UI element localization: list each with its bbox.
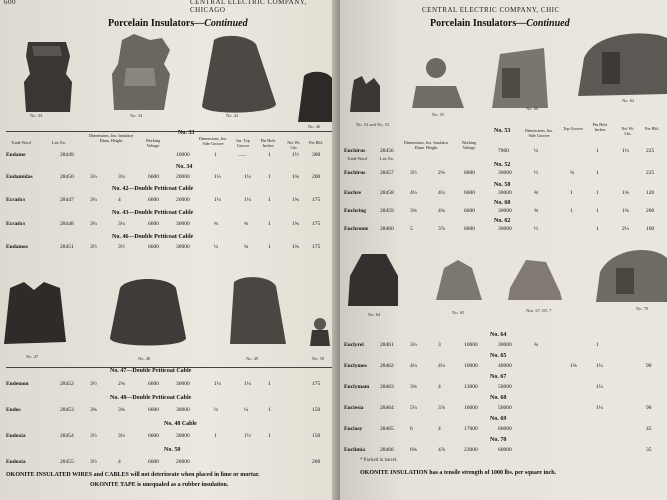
table-row: Euchrome 28460 5 3⅞ 6600 30000 ½ 1 2¼ 100 <box>344 226 655 232</box>
col-side-groove: Dimensions, Ins. Side Groove <box>198 136 228 146</box>
caption-no-49: No. 49 <box>246 356 259 361</box>
col-top-groove: Ins. Top Groove <box>236 138 250 148</box>
model-heading: No. 53 <box>494 128 511 134</box>
col-per-bbl: Per Bbl. <box>309 140 323 145</box>
table-row: Eudamos 28451 3½ 3½ 6600 30000 ¼ ¾ 1 1¾ 175 <box>6 244 321 250</box>
table-row: Euchring 28459 3¾ 4¾ 6600 30000 ⅝ 1 1 1¾ 200 <box>344 208 655 214</box>
insulator-60-image <box>492 48 548 108</box>
model-heading: No. 43—Double Petticoat Cable <box>112 210 194 216</box>
insulator-34-image <box>112 34 170 110</box>
col-side-groove: Dimensions, Ins. Side Groove <box>524 128 554 138</box>
col-working-voltage: Working Voltage <box>145 138 161 148</box>
table-row: Euclymos 28462 4¼ 4¼ 10000 40000 1¾ 1¼ 90 <box>344 363 652 369</box>
insulator-50-image <box>310 318 330 346</box>
table-row: Eudame 28449 10000 1 ...... 1 1½ 300 <box>6 152 321 158</box>
caption-no-70: No. 70 <box>636 306 649 311</box>
footer-note: OKONITE TAPE is unequaled as a rubber insulation. <box>90 482 229 488</box>
col-pin-hole: Pin Hole Inches <box>592 122 608 132</box>
caption-no-62: No. 62 <box>622 98 635 103</box>
col-dimensions: Dimensions, Ins. Insulator Diam. Height <box>88 133 134 143</box>
table-row: Euclesia 28464 5¼ 3⅞ 16000 50000 1¼ 96 <box>344 405 652 411</box>
col-net-wt: Net Wt. Lbs. <box>621 126 635 136</box>
caption-no-65: No. 65 <box>452 310 465 315</box>
caption-no-33: No. 33 <box>30 113 43 118</box>
table-row: Euchirus 28456 7000 ¼ 1 1¼ 225 <box>344 148 655 154</box>
model-heading: No. 69 <box>490 416 507 422</box>
model-heading: No. 47—Double Petticoat Cable <box>110 368 192 374</box>
table-row: Euclimia 28466 6¾ 4⅞ 23000 60000 35 <box>344 447 652 453</box>
page-header: CENTRAL ELECTRIC COMPANY, CHICAGO <box>190 0 307 14</box>
table-row: Eudoxia 28455 3½ 4 6600 20000 200 <box>6 459 321 465</box>
caption-no-52-53: No. 52 and No. 53 <box>356 122 390 127</box>
col-top-groove: Top Groove <box>562 126 584 131</box>
table-row: Eudos 28453 3¾ 3¾ 6600 30000 ¼ ¼ 1 150 <box>6 407 321 413</box>
caption-no-47: No. 47 <box>26 354 39 359</box>
insulator-33-image <box>24 42 72 112</box>
col-trade-word: Trade Word <box>11 140 31 145</box>
table-row: Euchre 28458 4¼ 4¼ 6600 30000 ⅝ 1 1 1¾ 120 <box>344 190 655 196</box>
divider <box>6 131 332 132</box>
col-dimensions: Dimensions, Ins. Insulator Diam. Height <box>403 140 449 150</box>
model-heading: No. 68 <box>490 395 507 401</box>
insulator-49-image <box>230 277 286 344</box>
insulator-42-image <box>202 36 276 113</box>
model-heading: No. 65 <box>490 353 507 359</box>
model-heading: No. 50 <box>164 447 181 453</box>
table-row: Eudemon 28452 3½ 2¾ 6600 30000 1¼ 1¼ 1 175 <box>6 381 321 387</box>
model-heading: No. 60 <box>494 200 511 206</box>
table-row: Euclasy 28465 6 4 17000 60000 45 <box>344 426 652 432</box>
table-row: Ecratics 28447 3¼ 4 6600 20000 1¼ 1¼ 1 1¾ 175 <box>6 197 321 203</box>
insulator-47-image <box>4 282 66 344</box>
caption-no-46: No. 46 <box>308 124 321 129</box>
insulator-65-image <box>436 260 482 300</box>
table-row: Euclymam 28463 3¾ 4 13000 50000 1¼ <box>344 384 603 390</box>
insulator-67-image <box>508 260 562 300</box>
page-title: Porcelain Insulators—Continued <box>430 18 570 29</box>
insulator-52-53-image <box>350 76 380 112</box>
model-heading: No. 64 <box>490 332 507 338</box>
insulator-70-image <box>596 250 667 302</box>
caption-no-48: No. 48 <box>138 356 151 361</box>
insulator-62-image <box>578 33 667 96</box>
model-heading: No. 67 <box>490 374 507 380</box>
model-heading: No. 70 <box>490 437 507 443</box>
caption-no-60: No. 60 <box>526 106 539 111</box>
footer-note: OKONITE INSULATED WIRES and CABLES will not deteriorate when placed in lime or mortar. <box>6 472 260 478</box>
model-heading: No. 46—Double Petticoat Cable <box>112 234 194 240</box>
col-per-bbl: Per Bbl. <box>645 126 659 131</box>
caption-no-42: No. 42 <box>226 113 239 118</box>
table-row: Eudamidas 28450 3¼ 3¼ 6600 20000 1¼ 1¼ 1 1¾ 200 <box>6 174 321 180</box>
caption-no-50: No. 50 <box>312 356 325 361</box>
page-number: 600 <box>4 0 16 6</box>
page-header: CENTRAL ELECTRIC COMPANY, CHIC <box>422 6 560 14</box>
col-working-voltage: Working Voltage <box>461 140 477 150</box>
caption-no-55: No. 55 <box>432 112 445 117</box>
insulator-illustrations-top <box>340 24 667 124</box>
footnote: * Packed in barrel. <box>360 458 398 463</box>
insulator-46-image <box>298 72 334 122</box>
model-heading: No. 58 <box>494 182 511 188</box>
insulator-illustrations-mid <box>340 248 667 312</box>
model-heading: No. 48—Double Petticoat Cable <box>110 395 192 401</box>
table-row: Ecratics 28448 3¼ 3¼ 6600 30000 ¾ ¾ 1 1¾ 175 <box>6 221 321 227</box>
insulator-illustrations-bottom <box>0 272 340 362</box>
col-pin-hole: Pin Hole Inches <box>260 138 276 148</box>
insulator-55-image <box>412 58 464 108</box>
footer-note: OKONITE INSULATION has a tensile strength of 1000 lbs. per square inch. <box>360 470 557 476</box>
col-list-no: List No. <box>52 140 66 145</box>
table-row: Euclyrel 28461 3¼ 3 10000 30000 ¾ 1 <box>344 342 599 348</box>
model-heading: No. 33 <box>178 130 195 136</box>
insulator-illustrations-top <box>14 34 334 134</box>
caption-no-64: No. 64 <box>368 312 381 317</box>
caption-no-67-69: Nos. 67, 69, 7 <box>526 308 552 313</box>
model-heading: No. 48 Cable <box>164 421 197 427</box>
model-heading: No. 52 <box>494 162 511 168</box>
table-row: Eudoxia 28454 3½ 3¼ 6600 30000 1 1½ 1 150 <box>6 433 321 439</box>
model-heading: No. 42—Double Petticoat Cable <box>112 186 194 192</box>
insulator-64-image <box>348 254 398 306</box>
page-title: Porcelain Insulators—Continued <box>108 18 248 29</box>
caption-no-34: No. 34 <box>130 113 143 118</box>
col-net-wt: Net Wt. Lbs. <box>287 140 301 150</box>
model-heading: No. 34 <box>176 164 193 170</box>
insulator-48-image <box>110 279 186 346</box>
right-page <box>340 0 667 500</box>
col-trade-word: Trade Word <box>347 156 367 161</box>
table-row: Euchirus 28457 3½ 2¾ 6600 30000 ½ ¾ 1 225 <box>344 170 655 176</box>
col-list-no: List No. <box>380 156 394 161</box>
model-heading: No. 62 <box>494 218 511 224</box>
